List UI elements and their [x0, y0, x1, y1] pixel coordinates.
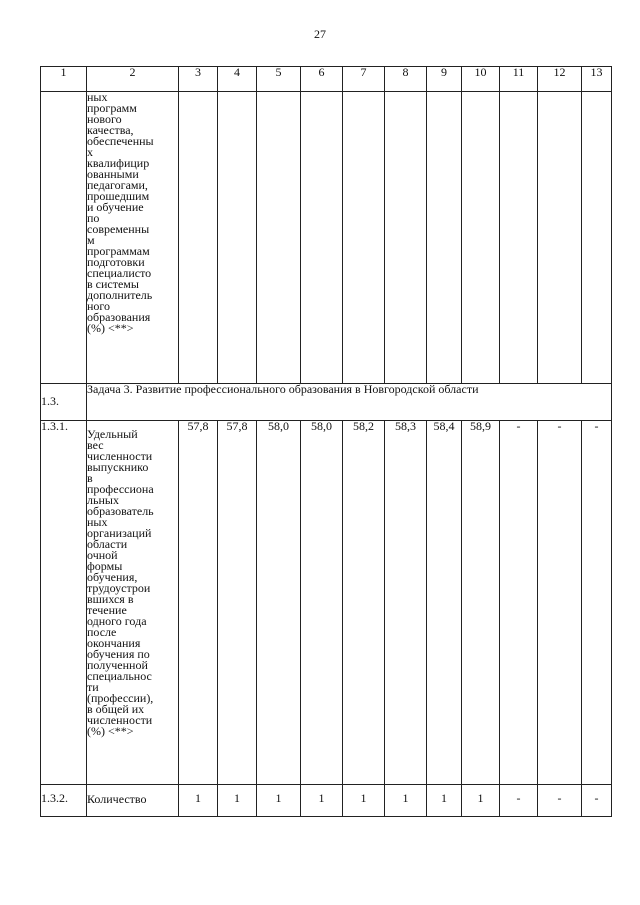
header-cell: 11	[500, 67, 538, 92]
value-cell: 1	[218, 785, 257, 817]
header-cell: 7	[343, 67, 385, 92]
value-cell: 58,4	[427, 421, 462, 785]
value-cell: 58,2	[343, 421, 385, 785]
table-row-continuation	[41, 92, 612, 384]
value-cell: 1	[462, 785, 500, 817]
value-cell: 58,0	[301, 421, 343, 785]
index-cell	[41, 92, 87, 384]
value-cell: -	[538, 421, 582, 785]
value-cell: 1	[343, 785, 385, 817]
header-cell: 9	[427, 67, 462, 92]
value-cell: -	[500, 785, 538, 817]
table-row-task	[41, 384, 612, 421]
header-cell: 4	[218, 67, 257, 92]
header-cell: 2	[87, 67, 179, 92]
header-cell: 8	[385, 67, 427, 92]
header-cell: 10	[462, 67, 500, 92]
value-cell: -	[500, 421, 538, 785]
value-cell: 1	[179, 785, 218, 817]
value-cell: 57,8	[218, 421, 257, 785]
description-cell: ных программ нового качества, обеспеченны х квалифицир ованными педагогами, прошедшим и обучение по современны м программам подготовки специалисто в системы дополнитель ного образования (%) <**>	[87, 92, 179, 384]
value-cell: 58,3	[385, 421, 427, 785]
index-cell: 1.3.2.	[41, 785, 87, 817]
value-cell: 57,8	[179, 421, 218, 785]
description-cell: Удельный вес численности выпускнико в профессиона льных образователь ных организаций области очной формы обучения, трудоустрои вшихся в течение одного года после окончания обучения по полученной специальнос ти (профессии), в общей их численности (%) <**>	[87, 421, 179, 785]
value-cell: 58,0	[257, 421, 301, 785]
value-cell: -	[582, 421, 612, 785]
header-cell: 13	[582, 67, 612, 92]
value-cell: 1	[385, 785, 427, 817]
header-cell: 6	[301, 67, 343, 92]
task-heading: Задача 3. Развитие профессионального образования в Новгородской области	[87, 384, 612, 421]
value-cell: 1	[427, 785, 462, 817]
index-cell: 1.3.	[41, 384, 87, 421]
value-cell: 1	[257, 785, 301, 817]
header-row	[41, 67, 612, 92]
table-row-1-3-2	[41, 785, 612, 817]
header-cell: 5	[257, 67, 301, 92]
value-cell: -	[538, 785, 582, 817]
value-cell: 1	[301, 785, 343, 817]
value-cell: -	[582, 785, 612, 817]
description-cell: Количество	[87, 785, 179, 817]
header-cell: 12	[538, 67, 582, 92]
header-cell: 3	[179, 67, 218, 92]
index-cell: 1.3.1.	[41, 421, 87, 785]
indicator-table	[40, 66, 612, 817]
page-number: 27	[314, 27, 326, 41]
table-row-1-3-1	[41, 421, 612, 785]
header-cell: 1	[41, 67, 87, 92]
value-cell: 58,9	[462, 421, 500, 785]
